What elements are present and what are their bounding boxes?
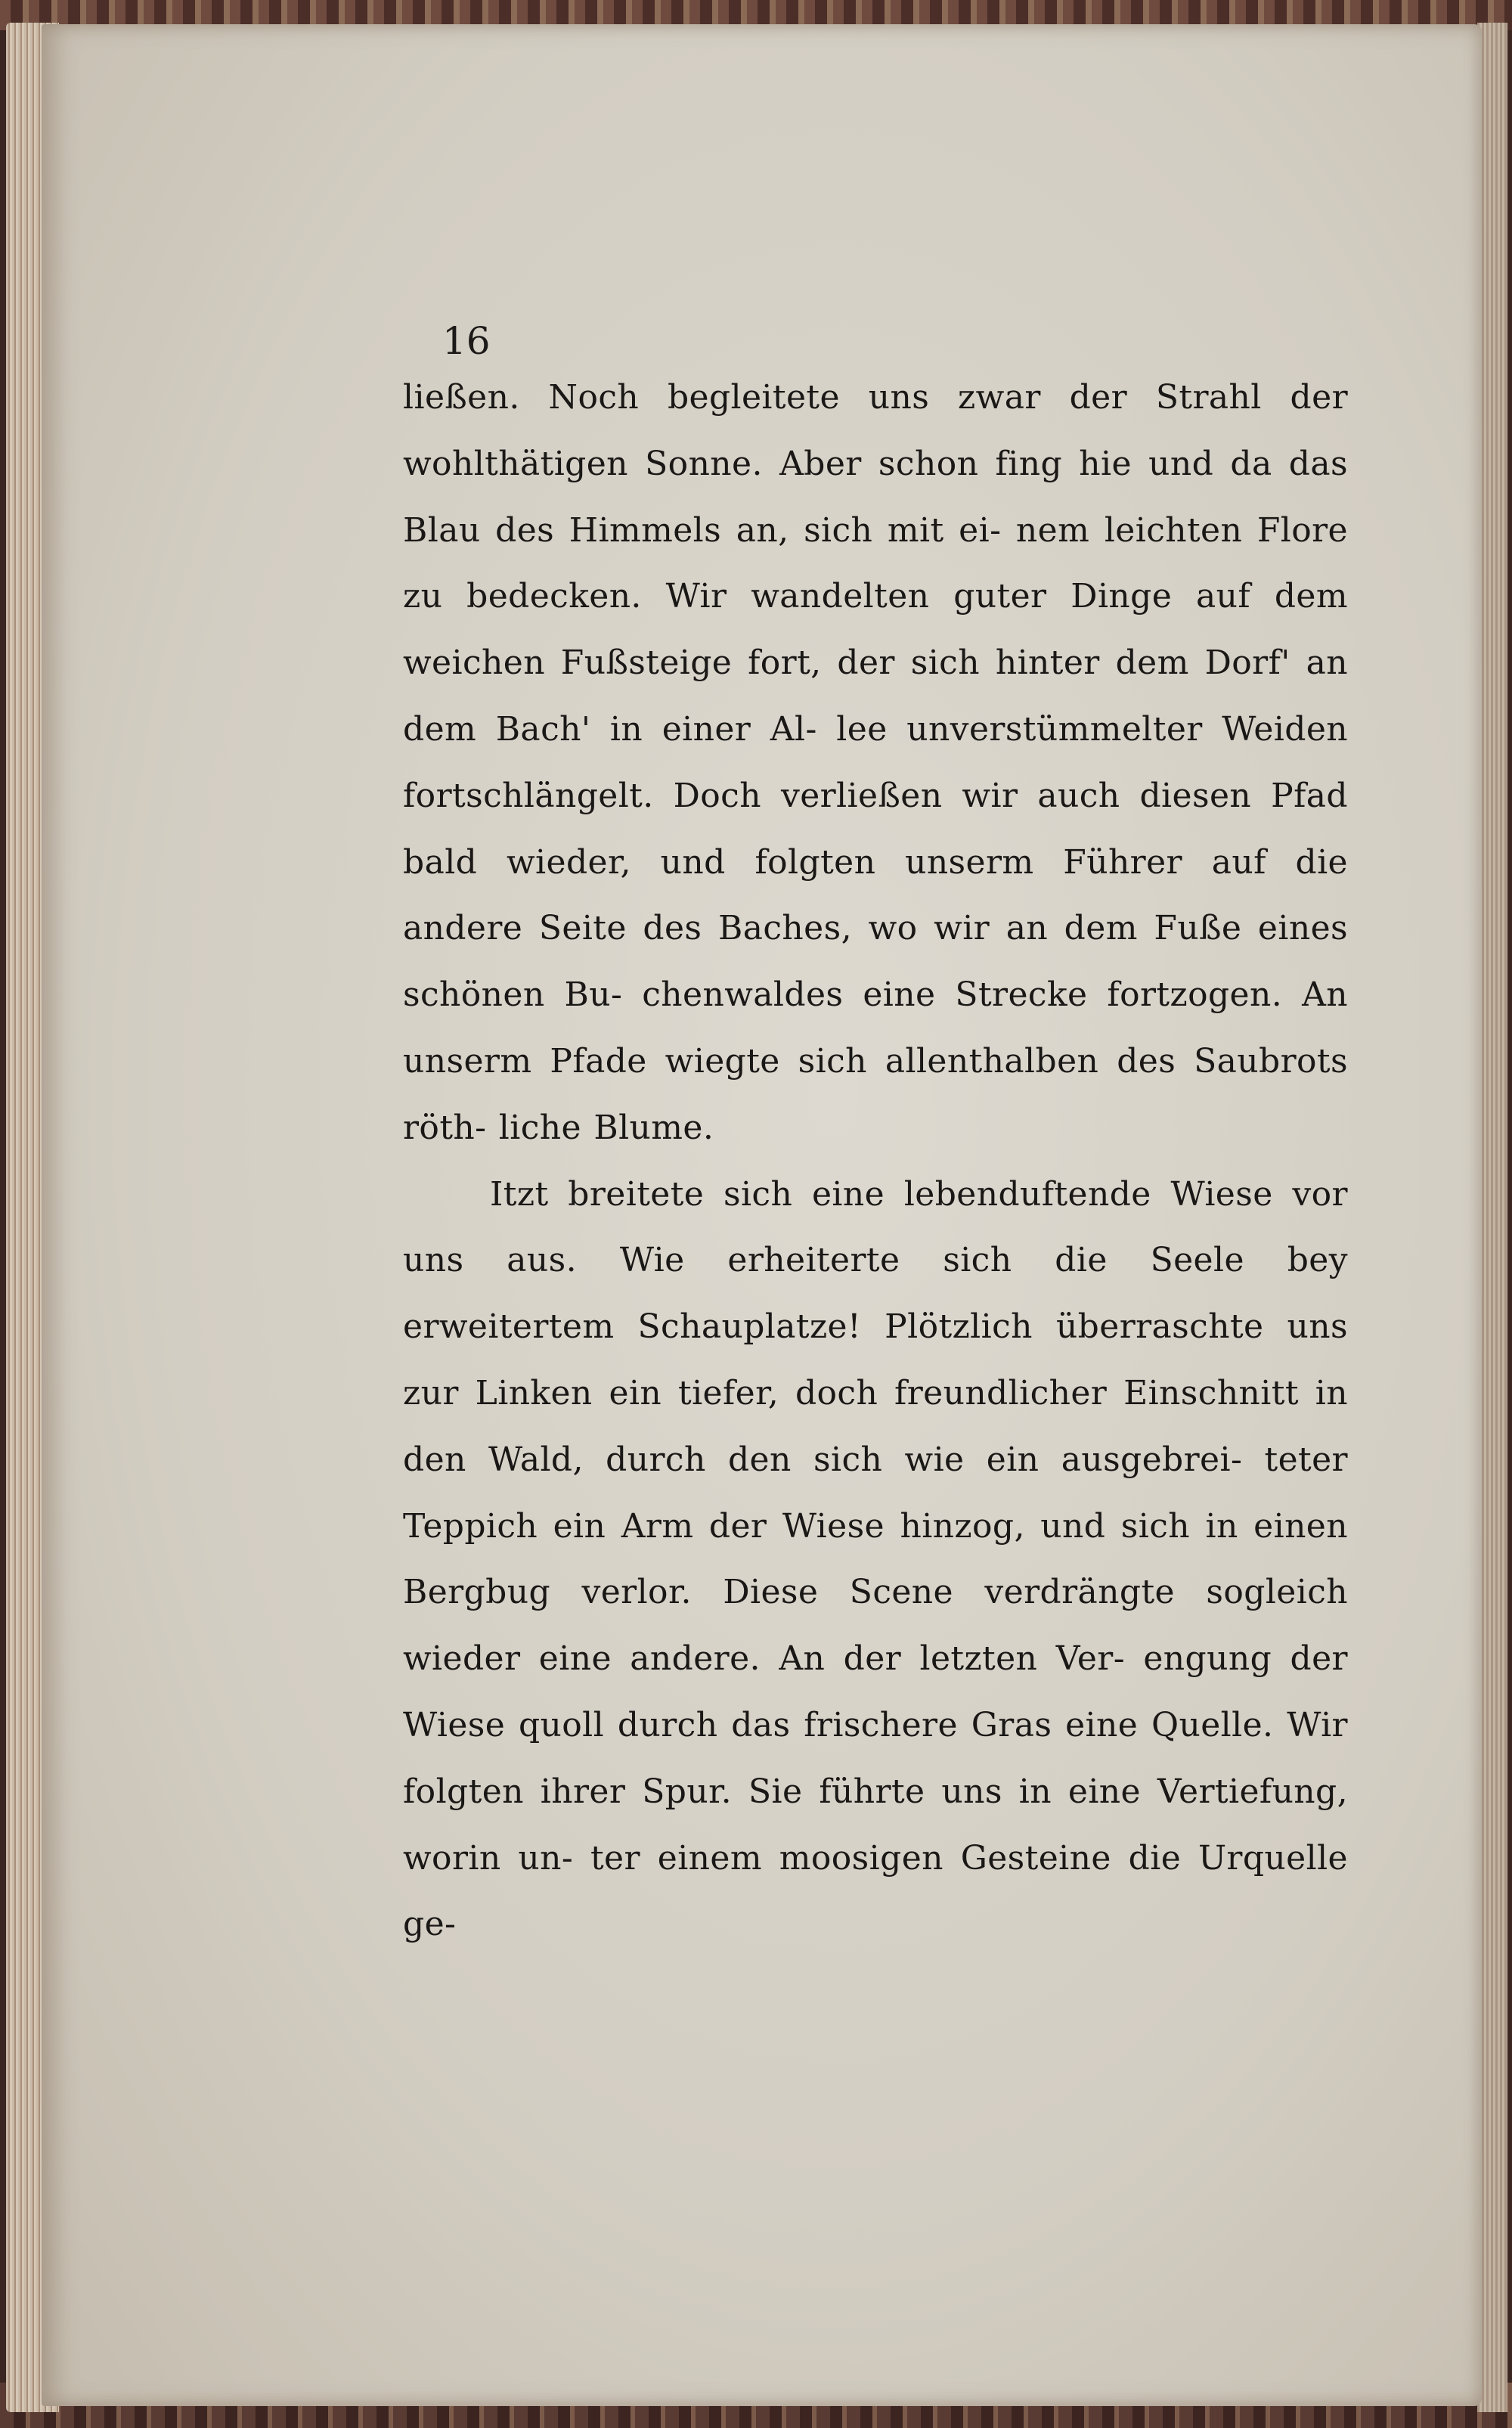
paragraph-2: Itzt breitete sich eine lebenduftende Wiese vor uns aus. Wie erheiterte sich die Seele bey erweitertem Schauplatze! Plötzlich überraschte uns zur Linken ein tiefer, doch freundlicher Einschnitt in den Wald, durch den sich wie ein ausgebrei- teter Teppich ein Arm der Wiese hinzog, und sich in einen Bergbug verlor. Diese Scene verdrängte sogleich wieder eine andere. An der letzten Ver- engung der Wiese quoll durch das frischere Gras eine Quelle. Wir folgten ihrer Spur. Sie führte uns in eine Vertiefung, worin un- ter einem moosigen Gesteine die Urquelle ge- [403,1174,1348,1944]
page-stack-right [1477,23,1507,2412]
page-text [403,364,1348,1958]
page-number: 16 [442,319,491,363]
paragraph-1: ließen. Noch begleitete uns zwar der Strahl der wohlthätigen Sonne. Aber schon fing hie und da das Blau des Himmels an, sich mit ei- nem leichten Flore zu bedecken. Wir wandelten guter Dinge auf dem weichen Fußsteige fort, der sich hinter dem Dorf' an dem Bach' in einer Al- lee unverstümmelter Weiden fortschlängelt. Doch verließen wir auch diesen Pfad bald wieder, und folgten unserm Führer auf die andere Seite des Baches, wo wir an dem Fuße eines schönen Bu- chenwaldes eine Strecke fortzogen. An unserm Pfade wiegte sich allenthalben des Saubrots röth- liche Blume. [403,378,1348,1147]
